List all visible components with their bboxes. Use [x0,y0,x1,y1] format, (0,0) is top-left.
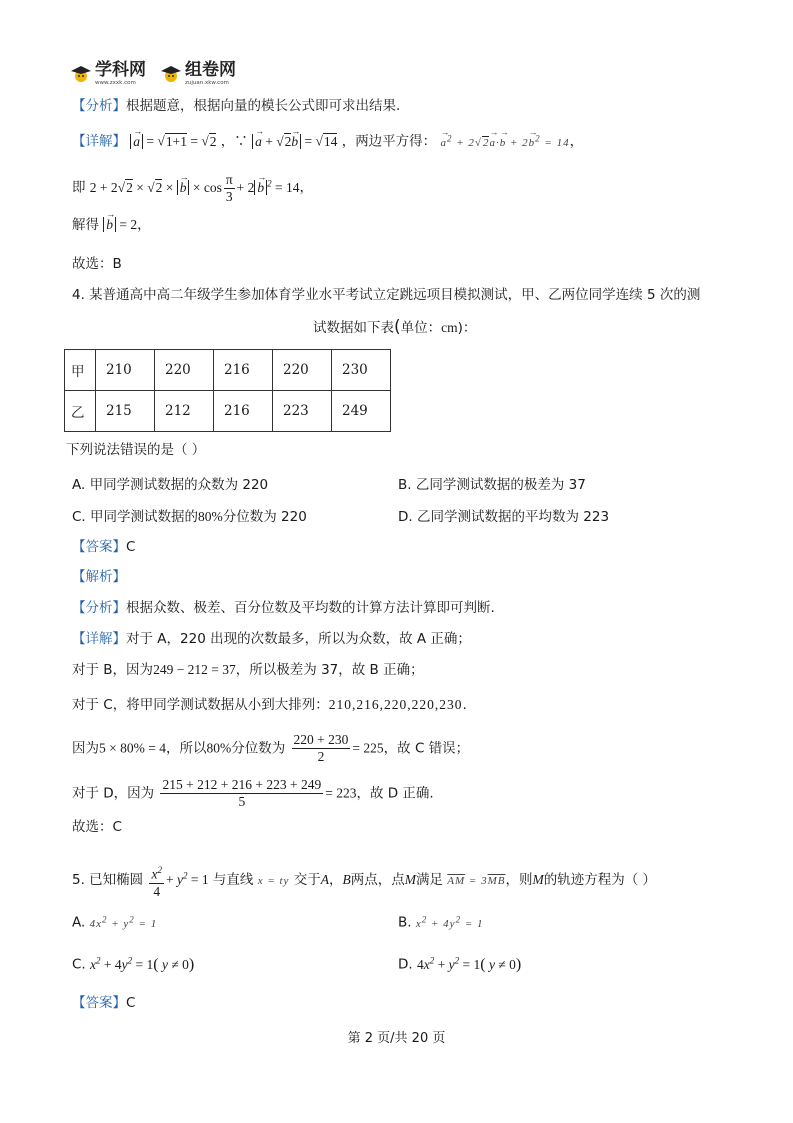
q4-option-a: A. 甲同学测试数据的众数为 220 [72,477,269,493]
formula-vector-relation: $\overline{AM} = 3\overline{MB}$ [447,874,506,887]
formula-magnitude-a: → a = √1+1 = √2 [130,133,216,149]
q3-choose: 故选：B [72,256,122,272]
q4-explain-tag: 【解析】 [72,569,126,585]
table-cell: 249 [332,391,391,432]
q4-answer: 【答案】C [72,539,136,555]
table-row [65,350,391,391]
q5-option-c: C. $x^2 + 4y^2 = 1$( y ≠ 0) [72,955,195,973]
graduate-cap-icon [70,65,92,83]
q3-analysis: 【分析】根据题意，根据向量的模长公式即可求出结果. [72,98,401,114]
formula-dot-product: 2 + 2√2 × √2 × → b × cos $\frac{\pi}{3}$ + 2 → b $^2$ = 14 [90,180,300,195]
q4-data-table [64,349,391,432]
q5-option-d: D. $4x^2 + y^2 = 1$( y ≠ 0) [398,955,522,973]
q5-stem: 5. 已知椭圆 $\frac{x^2}{4}$ + $y^2 = 1$ 与直线 x = ty 交于A，B两点，点M满足 $\overline{AM} = 3\overline{MB}$，则M的轨迹方程为（ ） [72,862,656,900]
table-cell: 212 [155,391,214,432]
q4-option-d: D. 乙同学测试数据的平均数为 223 [398,509,610,525]
formula-square-expansion: → $a^2 + 2√2\to a\cdot\to b + 2\to b^2 = 14$ [440,137,569,149]
logo-url: zujuan.xkw.com [185,80,229,86]
table-cell: 215 [96,391,155,432]
q4-detail-c2: 因为5 × 80% = 4，所以80%分位数为 $\frac{220 + 230}{2}$ = 225，故 C 错误； [72,732,470,764]
table-row [65,391,391,432]
q4-detail-a: 【详解】对于 A，220 出现的次数最多，所以为众数，故 A 正确； [72,631,471,647]
fraction: $\frac{220 + 230}{2}$ [293,732,349,764]
table-cell: 223 [273,391,332,432]
q4-detail-b: 对于 B，因为249 − 212 = 37，所以极差为 37，故 B 正确； [72,662,424,678]
fraction: $\frac{215 + 212 + 216 + 223 + 249}{5}$ [162,777,322,809]
q4-detail-d: 对于 D，因为 $\frac{215 + 212 + 216 + 223 + 249}{5}$ = 223，故 D 正确. [72,777,434,809]
logo-xuekewang [70,62,146,87]
table-cell: 216 [214,391,273,432]
q4-analysis: 【分析】根据众数、极差、百分位数及平均数的计算方法计算即可判断. [72,600,495,616]
table-row-label: 乙 [65,391,96,432]
formula-ellipse: $\frac{x^2}{4}$ + $y^2 = 1$ [147,872,208,887]
formula-line: x = ty [257,874,290,887]
logo-url: www.zxxk.com [95,80,136,86]
page-footer: 第 2 页/共 20 页 [347,1031,446,1046]
q4-detail-c1: 对于 C，将甲同学测试数据从小到大排列：210,216,220,220,230. [72,697,467,713]
logo-name: 学科网 [95,60,146,80]
q3-detail-line1: 【详解】 → a = √1+1 = √2 ，∵ → a + √2→ b = √14 ，两边平方得： → $a^2 + 2√2\to a\cdot\to b + 2\to b^2 = 14$， [72,128,583,153]
formula-result-b: → b = 2 [103,217,137,232]
logo-name: 组卷网 [185,60,236,80]
graduate-cap-icon [160,65,182,83]
q4-choose: 故选：C [72,819,122,835]
q3-detail-line2: 即 2 + 2√2 × √2 × → b × cos $\frac{\pi}{3}$ + 2 → b $^2$ = 14， [72,172,313,205]
q4-stem-line2: 试数据如下表(单位：cm)： [313,317,477,337]
table-cell: 220 [155,350,214,391]
table-cell: 216 [214,350,273,391]
logo-zujuanwang [160,62,236,87]
formula-magnitude-sum: → a + √2→ b = √14 [252,133,337,149]
q5-answer: 【答案】C [72,995,136,1011]
q4-option-c: C. 甲同学测试数据的80%分位数为 220 [72,509,307,525]
q5-option-a: A. $4x^2 + y^2 = 1$ [72,914,158,931]
header-logos [70,62,236,87]
q3-detail-line3: 解得 → b = 2， [72,215,151,235]
table-cell: 220 [273,350,332,391]
table-cell: 230 [332,350,391,391]
q4-stem-line1: 4. 某普通高中高二年级学生参加体育学业水平考试立定跳远项目模拟测试，甲、乙两位同学连续 5 次的测 [72,287,701,303]
q4-question: 下列说法错误的是（ ） [66,442,206,458]
table-row-label: 甲 [65,350,96,391]
table-cell: 210 [96,350,155,391]
q5-option-b: B. $x^2 + 4y^2 = 1$ [398,914,484,931]
q4-option-b: B. 乙同学测试数据的极差为 37 [398,477,586,493]
